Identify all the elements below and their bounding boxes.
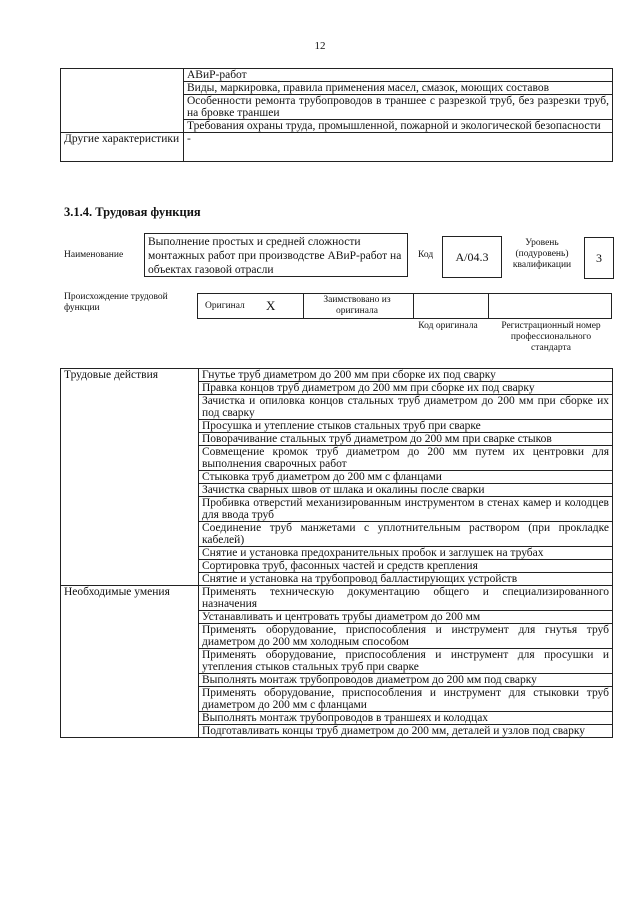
- table-cell: Выполнять монтаж трубопроводов диаметром до 200 мм под сварку: [199, 674, 613, 687]
- level-value: 3: [596, 251, 602, 265]
- other-characteristics-label: Другие характеристики: [61, 133, 184, 162]
- table-cell-empty: [61, 69, 184, 133]
- table-row: [61, 69, 613, 82]
- table-cell: Снятие и установка на трубопровод балластирующих устройств: [199, 573, 613, 586]
- actions-skills-table: [60, 368, 613, 738]
- table-cell: Зачистка сварных швов от шлака и окалины после сварки: [199, 484, 613, 497]
- code-box: [442, 236, 502, 278]
- table-cell: Применять техническую документацию общего и специализированного назначения: [199, 586, 613, 611]
- table-cell: Соединение труб манжетами с уплотнительным раствором (при прокладке кабелей): [199, 522, 613, 547]
- code-label: Код: [418, 250, 434, 260]
- level-box: [584, 237, 614, 279]
- origin-row: [197, 293, 612, 319]
- divider: [303, 294, 304, 318]
- knowledge-table: [60, 68, 613, 162]
- table-cell: Сортировка труб, фасонных частей и средств крепления: [199, 560, 613, 573]
- table-cell: Особенности ремонта трубопроводов в траншее с разрезкой труб, без разрезки труб, на бровке траншеи: [184, 95, 613, 120]
- table-cell: Стыковка труб диаметром до 200 мм с фланцами: [199, 471, 613, 484]
- code-caption: Код оригинала: [418, 321, 478, 331]
- table-cell: Снятие и установка предохранительных пробок и заглушек на трубах: [199, 547, 613, 560]
- borrowed-label: Заимствовано из оригинала: [323, 295, 391, 316]
- table-cell: Виды, маркировка, правила применения масел, смазок, моющих составов: [184, 82, 613, 95]
- table-row: [61, 586, 613, 611]
- divider: [413, 294, 414, 318]
- table-cell: Пробивка отверстий механизированным инструментом в стенах камер и колодцев для ввода труб: [199, 497, 613, 522]
- original-label: Оригинал: [205, 301, 245, 311]
- code-value: А/04.3: [455, 250, 489, 264]
- table-cell: Требования охраны труда, промышленной, пожарной и экологической безопасности: [184, 120, 613, 133]
- table-cell: Выполнять монтаж трубопроводов в траншеях и колодцах: [199, 712, 613, 725]
- table-cell: Правка концов труб диаметром до 200 мм при сборке их под сварку: [199, 382, 613, 395]
- section-title: 3.1.4. Трудовая функция: [64, 205, 201, 219]
- table-cell: Применять оборудование, приспособления и инструмент для стыковки труб диаметром до 200 мм с фланцами: [199, 687, 613, 712]
- table-cell: Поворачивание стальных труб диаметром до 200 мм при сварке стыков: [199, 433, 613, 446]
- function-name: Выполнение простых и средней сложности монтажных работ при производстве АВиР-работ на объектах газовой отрасли: [148, 236, 402, 276]
- table-cell: Применять оборудование, приспособления и инструмент для гнутья труб диаметром до 200 мм холодным способом: [199, 624, 613, 649]
- table-cell: Применять оборудование, приспособления и инструмент для просушки и утепления стыков стальных труб при сварке: [199, 649, 613, 674]
- skills-label: Необходимые умения: [61, 586, 199, 738]
- table-cell: Зачистка и опиловка концов стальных труб диаметром до 200 мм при сборке их под сварку: [199, 395, 613, 420]
- labor-actions-label: Трудовые действия: [61, 369, 199, 586]
- table-cell: Просушка и утепление стыков стальных труб при сварке: [199, 420, 613, 433]
- original-mark: X: [266, 298, 276, 313]
- table-cell: АВиР-работ: [184, 69, 613, 82]
- function-name-box: [144, 233, 408, 277]
- page-number: 12: [314, 40, 326, 52]
- name-label: Наименование: [64, 250, 124, 260]
- level-label: Уровень (подуровень) квалификации: [512, 238, 572, 270]
- table-cell: Подготавливать концы труб диаметром до 200 мм, деталей и узлов под сварку: [199, 725, 613, 738]
- reg-caption: Регистрационный номер профессионального стандарта: [501, 321, 601, 353]
- other-characteristics-value: -: [184, 133, 613, 162]
- table-cell: Гнутье труб диаметром до 200 мм при сборке их под сварку: [199, 369, 613, 382]
- table-row: [61, 133, 613, 162]
- divider: [488, 294, 489, 318]
- origin-label: Происхождение трудовой функции: [64, 292, 168, 313]
- table-cell: Совмещение кромок труб диаметром до 200 мм путем их центровки для выполнения сварочных работ: [199, 446, 613, 471]
- table-row: [61, 369, 613, 382]
- table-cell: Устанавливать и центровать трубы диаметром до 200 мм: [199, 611, 613, 624]
